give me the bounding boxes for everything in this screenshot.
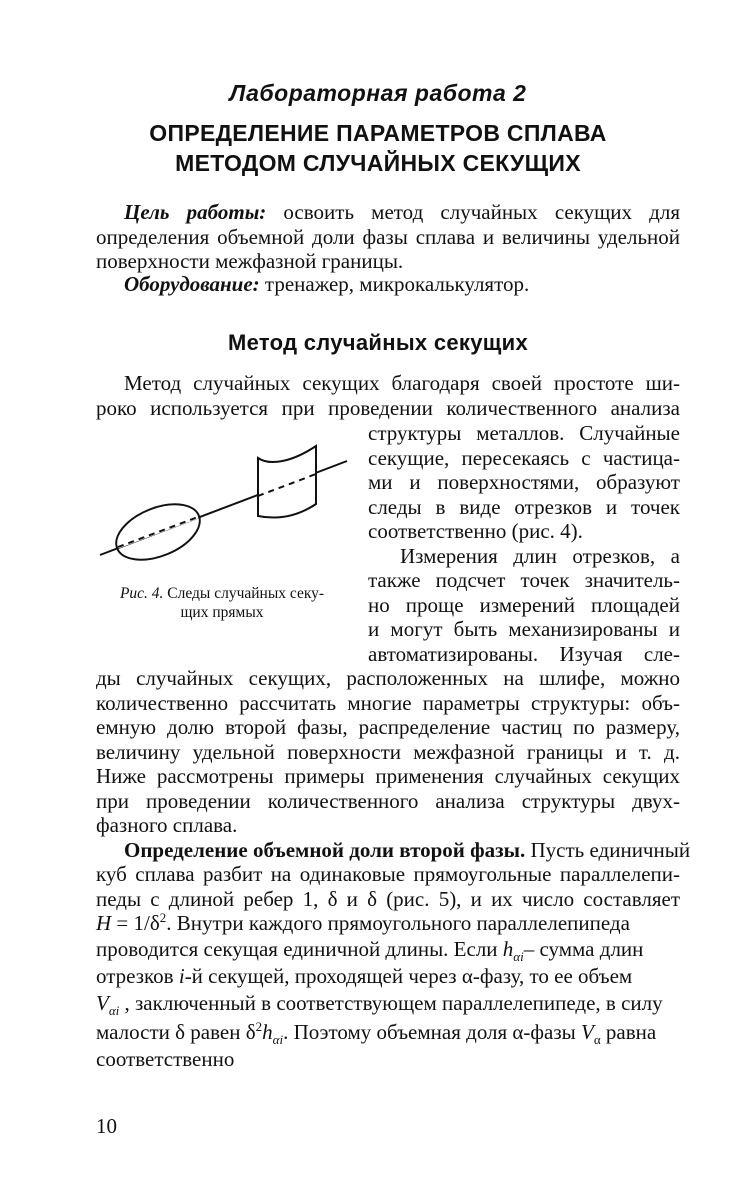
volume-l1: Пусть единичный bbox=[525, 838, 691, 862]
method-after-line-3: емную долю второй фазы, распределение частиц по размеру, bbox=[96, 715, 680, 739]
volume-l8sub: αi bbox=[272, 1032, 284, 1048]
volume-l8b: . Поэтому объемная доля α-фазы bbox=[283, 1020, 582, 1044]
method-after-line-5: Ниже рассмотрены примеры применения случайных секущих bbox=[96, 764, 680, 788]
volume-l5end: – сумма длин bbox=[523, 937, 644, 961]
volume-line-8 bbox=[96, 1019, 657, 1048]
method-after-line-2: количественно рассчитать многие параметры структуры: объ- bbox=[96, 691, 680, 715]
method-after-line-6: при проведении количественного анализа структуры двух- bbox=[96, 789, 680, 813]
volume-l8sup: 2 bbox=[255, 1019, 263, 1034]
method-right-line-8: но проще измерений площадей bbox=[368, 593, 680, 617]
volume-line-4 bbox=[96, 911, 680, 936]
caption-label: Рис. 4. bbox=[119, 585, 164, 602]
volume-l7b: , заключенный в соответствующем параллелепипеде, в силу bbox=[119, 991, 663, 1015]
method-right-line-2: секущие, пересекаясь с частица- bbox=[368, 446, 680, 470]
method-right-line-5: соответственно (рис. 4). bbox=[368, 519, 583, 543]
symbol-V-alpha: V bbox=[581, 1020, 594, 1044]
figure-caption bbox=[92, 584, 352, 622]
volume-line-1 bbox=[124, 838, 691, 863]
surface-shape bbox=[258, 446, 316, 518]
symbol-H: H bbox=[96, 911, 112, 935]
main-title-line-2: МЕТОДОМ СЛУЧАЙНЫХ СЕКУЩИХ bbox=[175, 150, 581, 176]
main-title-line-1: ОПРЕДЕЛЕНИЕ ПАРАМЕТРОВ СПЛАВА bbox=[149, 120, 607, 146]
figure-random-secants bbox=[92, 436, 356, 576]
method-right-line-4: следы в виде отрезков и точек bbox=[368, 495, 680, 519]
volume-line-6 bbox=[96, 964, 632, 989]
volume-l7sub: αi bbox=[108, 1003, 120, 1019]
method-right-line-7: также подсчет точек значитель- bbox=[368, 568, 680, 592]
volume-line-7 bbox=[96, 991, 663, 1019]
volume-l5sub: αi bbox=[513, 949, 524, 965]
method-right-line-10: автоматизированы. Изучая сле- bbox=[368, 642, 680, 666]
goal-paragraph bbox=[96, 200, 680, 274]
volume-l6b: -й секущей, проходящей через α-фазу, то ее объем bbox=[184, 964, 633, 988]
method-line-2: роко используется при проведении количественного анализа bbox=[96, 396, 680, 420]
method-after-line-4: величину удельной поверхности межфазной границы и т. д. bbox=[96, 740, 680, 764]
symbol-h2: h bbox=[262, 1020, 273, 1044]
volume-l4sup: 2 bbox=[159, 910, 167, 925]
caption-text: Следы случайных секу- bbox=[163, 585, 325, 602]
symbol-i: i bbox=[178, 964, 185, 988]
volume-l6a: отрезков bbox=[96, 964, 179, 988]
method-right-line-1: структуры металлов. Случайные bbox=[368, 421, 680, 445]
volume-line-5 bbox=[96, 937, 644, 965]
equipment-label: Оборудование: bbox=[124, 272, 260, 296]
volume-l5: проводится секущая единичной длины. Если bbox=[96, 937, 503, 961]
lab-title: Лабораторная работа 2 bbox=[229, 80, 527, 106]
volume-l4b: = 1/δ bbox=[111, 911, 160, 935]
method-after-line-1: ды случайных секущих, расположенных на шлифе, можно bbox=[96, 666, 680, 690]
method-line-1: Метод случайных секущих благодаря своей простоте ши- bbox=[124, 371, 680, 395]
volume-l4c: . Внутри каждого прямоугольного параллелепипеда bbox=[166, 911, 630, 935]
page-number: 10 bbox=[96, 1114, 117, 1138]
goal-text: освоить метод случайных секущих для определения объемной доли фазы сплава и величины удельной поверхности межфазной границы. bbox=[96, 200, 680, 274]
method-right-line-6: Измерения длин отрезков, а bbox=[400, 544, 680, 568]
volume-line-3: педы с длиной ребер 1, δ и δ (рис. 5), и их число составляет bbox=[96, 887, 680, 911]
symbol-delta: δ bbox=[245, 1020, 256, 1044]
main-title bbox=[0, 118, 756, 178]
method-right-line-9: и могут быть механизированы и bbox=[368, 617, 680, 641]
symbol-h: h bbox=[502, 937, 514, 961]
volume-heading: Определение объемной доли второй фазы. bbox=[124, 838, 526, 862]
method-right-line-3: ми и поверхностями, образуют bbox=[368, 470, 680, 494]
volume-line-9: соответственно bbox=[96, 1047, 235, 1071]
volume-l8a: малости δ равен bbox=[96, 1020, 246, 1044]
section-title: Метод случайных секущих bbox=[227, 330, 529, 355]
method-after-line-7: фазного сплава. bbox=[96, 813, 238, 837]
volume-l8vsub: α bbox=[593, 1032, 601, 1048]
goal-label: Цель работы: bbox=[124, 200, 267, 224]
equipment-paragraph bbox=[96, 272, 680, 297]
volume-l8c: равна bbox=[600, 1020, 657, 1044]
caption-text-2: щих прямых bbox=[180, 604, 264, 621]
equipment-text: тренажер, микрокалькулятор. bbox=[259, 272, 530, 296]
symbol-V: V bbox=[96, 991, 109, 1015]
volume-line-2: куб сплава разбит на одинаковые прямоугольные параллелепи- bbox=[96, 862, 680, 886]
